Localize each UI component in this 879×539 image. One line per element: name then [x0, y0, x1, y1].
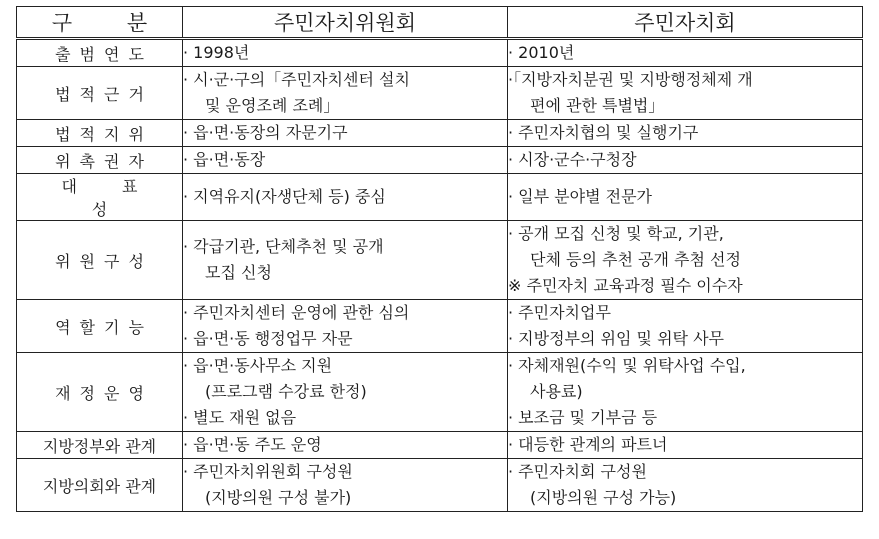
council-cell — [508, 300, 863, 353]
table-row — [17, 147, 863, 174]
row-category-label: 지방정부와 관계 — [17, 432, 183, 459]
table-row — [17, 120, 863, 147]
committee-cell — [183, 39, 508, 67]
row-category-label: 법적근거 — [17, 67, 183, 120]
table-row — [17, 459, 863, 512]
table-row — [17, 300, 863, 353]
committee-cell — [183, 174, 508, 221]
council-cell — [508, 147, 863, 174]
cell-text-line: · 시장·군수·구청장 — [508, 150, 637, 169]
committee-cell — [183, 459, 508, 512]
committee-cell — [183, 300, 508, 353]
header-committee: 주민자치위원회 — [183, 7, 508, 39]
table-row — [17, 432, 863, 459]
committee-cell — [183, 353, 508, 432]
cell-text-line: · 주민자치회 구성원 — [508, 462, 647, 481]
comparison-table — [16, 6, 863, 512]
cell-text-line: · 보조금 및 기부금 등 — [508, 408, 658, 427]
cell-text-line: · 공개 모집 신청 및 학교, 기관, — [508, 224, 724, 243]
cell-text-line: · 읍·면·동장의 자문기구 — [183, 123, 348, 142]
council-cell — [508, 174, 863, 221]
header-council: 주민자치회 — [508, 7, 863, 39]
table-header-row — [17, 7, 863, 39]
row-category-label: 재정운영 — [17, 353, 183, 432]
committee-cell — [183, 432, 508, 459]
row-category-label: 위촉권자 — [17, 147, 183, 174]
row-category-label: 대 표 성 — [17, 174, 183, 221]
cell-text-line: 편에 관한 특별법」 — [530, 96, 665, 115]
cell-text-line: · 일부 분야별 전문가 — [508, 187, 652, 206]
cell-text-line: · 대등한 관계의 파트너 — [508, 435, 668, 454]
cell-text-line: · 2010년 — [508, 43, 575, 62]
row-category-label: 역할기능 — [17, 300, 183, 353]
table-row — [17, 67, 863, 120]
cell-text-line: 및 운영조례 조례」 — [205, 96, 340, 115]
cell-text-line: ※ 주민자치 교육과정 필수 이수자 — [508, 276, 743, 295]
cell-text-line: · 각급기관, 단체추천 및 공개 — [183, 237, 384, 256]
council-cell — [508, 459, 863, 512]
cell-text-line: (지방의원 구성 불가) — [205, 488, 352, 507]
row-category-label: 법적지위 — [17, 120, 183, 147]
cell-text-line: · 지방정부의 위임 및 위탁 사무 — [508, 329, 724, 348]
table-row — [17, 221, 863, 300]
cell-text-line: · 지역유지(자생단체 등) 중심 — [183, 187, 386, 206]
council-cell — [508, 39, 863, 67]
table-row — [17, 39, 863, 67]
cell-text-line: (지방의원 구성 가능) — [530, 488, 677, 507]
row-category-label: 출범연도 — [17, 39, 183, 67]
table-row — [17, 174, 863, 221]
council-cell — [508, 120, 863, 147]
cell-text-line: · 주민자치협의 및 실행기구 — [508, 123, 699, 142]
cell-text-line: 모집 신청 — [205, 263, 272, 282]
council-cell — [508, 353, 863, 432]
cell-text-line: ·「지방자치분권 및 지방행정체제 개 — [508, 70, 753, 89]
cell-text-line: · 읍·면·동 행정업무 자문 — [183, 329, 353, 348]
cell-text-line: · 주민자치위원회 구성원 — [183, 462, 353, 481]
table-row — [17, 353, 863, 432]
cell-text-line: · 시·군·구의「주민자치센터 설치 — [183, 70, 410, 89]
committee-cell — [183, 120, 508, 147]
council-cell — [508, 221, 863, 300]
cell-text-line: 단체 등의 추천 공개 추첨 선정 — [530, 250, 741, 269]
cell-text-line: · 자체재원(수익 및 위탁사업 수입, — [508, 356, 746, 375]
cell-text-line: (프로그램 수강료 한정) — [205, 382, 367, 401]
cell-text-line: · 읍·면·동사무소 지원 — [183, 356, 333, 375]
cell-text-line: · 주민자치업무 — [508, 303, 611, 322]
cell-text-line: · 주민자치센터 운영에 관한 심의 — [183, 303, 410, 322]
header-category: 구 분 — [17, 7, 183, 39]
cell-text-line: · 읍·면·동 주도 운영 — [183, 435, 322, 454]
council-cell — [508, 432, 863, 459]
cell-text-line: · 읍·면·동장 — [183, 150, 266, 169]
row-category-label: 지방의회와 관계 — [17, 459, 183, 512]
cell-text-line: · 별도 재원 없음 — [183, 408, 297, 427]
council-cell — [508, 67, 863, 120]
row-category-label: 위원구성 — [17, 221, 183, 300]
table-body — [17, 39, 863, 512]
committee-cell — [183, 147, 508, 174]
committee-cell — [183, 221, 508, 300]
committee-cell — [183, 67, 508, 120]
cell-text-line: · 1998년 — [183, 43, 250, 62]
cell-text-line: 사용료) — [530, 382, 583, 401]
